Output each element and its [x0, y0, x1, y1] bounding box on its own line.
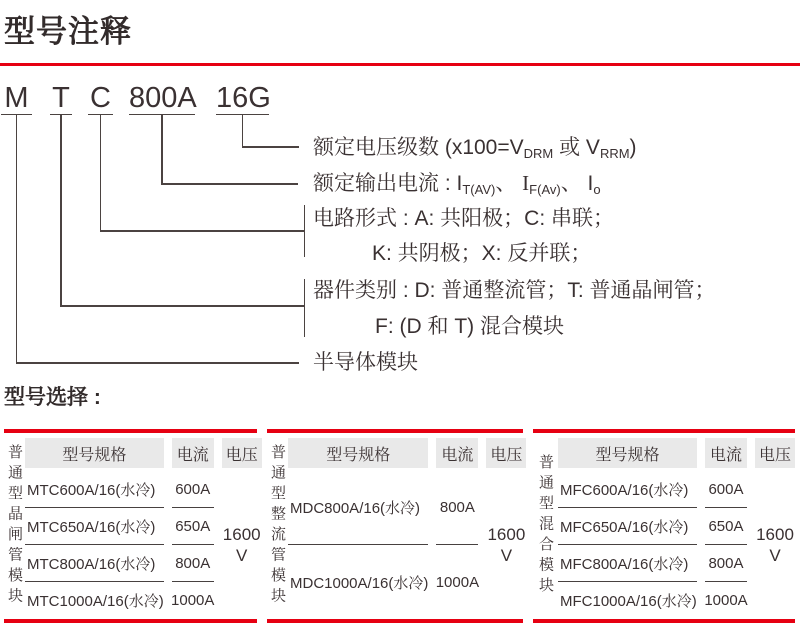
table-body: [25, 471, 262, 619]
annotation-semiconductor-module: 半导体模块: [313, 351, 418, 374]
column-header-current: 电流: [705, 438, 747, 468]
model-cell: MFC1000A/16(水冷): [560, 593, 697, 610]
model-code-segment: T: [50, 82, 72, 115]
model-code-segment: 16G: [216, 82, 271, 114]
bracket-line: [304, 205, 306, 257]
table-category-label: 普通型整流管模块: [269, 444, 286, 608]
annotation-circuit-form-line2: K: 共阴极；X: 反并联；: [372, 242, 592, 265]
model-cell: MTC800A/16(水冷): [25, 545, 164, 582]
column-header-model: 型号规格: [25, 438, 164, 468]
column-header-voltage: 电压: [486, 438, 526, 468]
model-table: [533, 429, 795, 623]
model-code-segment: M: [1, 82, 32, 115]
model-code-segment: 800A: [129, 82, 197, 114]
voltage-cell: 1600 V: [756, 524, 794, 565]
table-category-column: [4, 433, 25, 619]
current-cell: 650A: [172, 508, 214, 545]
bracket-line: [304, 279, 306, 337]
model-table: [4, 429, 261, 623]
title-divider: [0, 63, 800, 66]
model-cell: MFC800A/16(水冷): [558, 545, 697, 582]
column-header-voltage: 电压: [222, 438, 262, 468]
model-cell: MFC600A/16(水冷): [558, 471, 697, 508]
current-cell: 1000A: [171, 592, 215, 609]
voltage-cell: 1600 V: [222, 524, 261, 565]
annotation-rated-voltage-class: 额定电压级数 ($x100=V_{DRM}$ 或 $V_{RRM}$): [313, 136, 637, 161]
current-cell: 1000A: [435, 573, 480, 591]
page-title: 型号注释: [4, 14, 132, 49]
annotation-rated-output-current: 额定输出电流 : $I_{T(AV)}$、 $I_{F(Av)}$、 $I_o$: [313, 171, 601, 197]
connector-line: [242, 114, 244, 147]
current-cell: 800A: [436, 471, 478, 545]
column-header-current: 电流: [436, 438, 478, 468]
connector-line: [60, 114, 62, 305]
connector-line: [100, 230, 305, 232]
connector-line: [161, 114, 163, 183]
column-header-voltage: 电压: [755, 438, 795, 468]
connector-line: [161, 183, 298, 185]
table-category-column: [267, 433, 288, 619]
table-category-label: 普通型混合模块: [537, 454, 554, 598]
table-header-row: [288, 438, 526, 468]
selection-label: 型号选择 :: [4, 386, 101, 409]
current-cell: 600A: [705, 471, 747, 508]
column-header-model: 型号规格: [558, 438, 697, 468]
table-header-row: [558, 438, 795, 468]
annotation-device-category-line2: F: (D 和 T) 混合模块: [375, 315, 564, 338]
annotation-circuit-form-line1: 电路形式 : A: 共阳极；C: 串联；: [313, 207, 615, 230]
current-cell: 650A: [705, 508, 747, 545]
table-header-row: [25, 438, 262, 468]
model-cell: MDC1000A/16(水冷): [290, 574, 429, 592]
connector-line: [16, 114, 18, 362]
annotation-device-category-line1: 器件类别 : D: 普通整流管；T: 普通晶闸管；: [313, 279, 716, 302]
table-category-column: [533, 433, 558, 619]
connector-line: [60, 305, 304, 307]
model-cell: MTC600A/16(水冷): [25, 471, 164, 508]
model-selection-tables: [0, 429, 800, 623]
model-cell: MFC650A/16(水冷): [558, 508, 697, 545]
voltage-cell: 1600 V: [487, 524, 526, 565]
model-cell: MTC1000A/16(水冷): [27, 593, 164, 610]
table-main: [288, 433, 526, 619]
connector-line: [16, 362, 299, 364]
model-code-segment: C: [88, 82, 113, 115]
connector-line: [100, 114, 102, 230]
table-category-label: 普通型晶闸管模块: [6, 444, 23, 608]
current-cell: 1000A: [704, 592, 748, 609]
current-cell: 800A: [705, 545, 747, 582]
table-main: [25, 433, 262, 619]
table-body: [288, 471, 526, 619]
table-main: [558, 433, 795, 619]
model-table: [267, 429, 526, 623]
table-body: [558, 471, 795, 619]
current-cell: 600A: [172, 471, 214, 508]
current-cell: 800A: [172, 545, 214, 582]
model-cell: MTC650A/16(水冷): [25, 508, 164, 545]
connector-line: [242, 146, 299, 148]
model-cell: MDC800A/16(水冷): [288, 471, 428, 545]
column-header-model: 型号规格: [288, 438, 428, 468]
column-header-current: 电流: [172, 438, 214, 468]
